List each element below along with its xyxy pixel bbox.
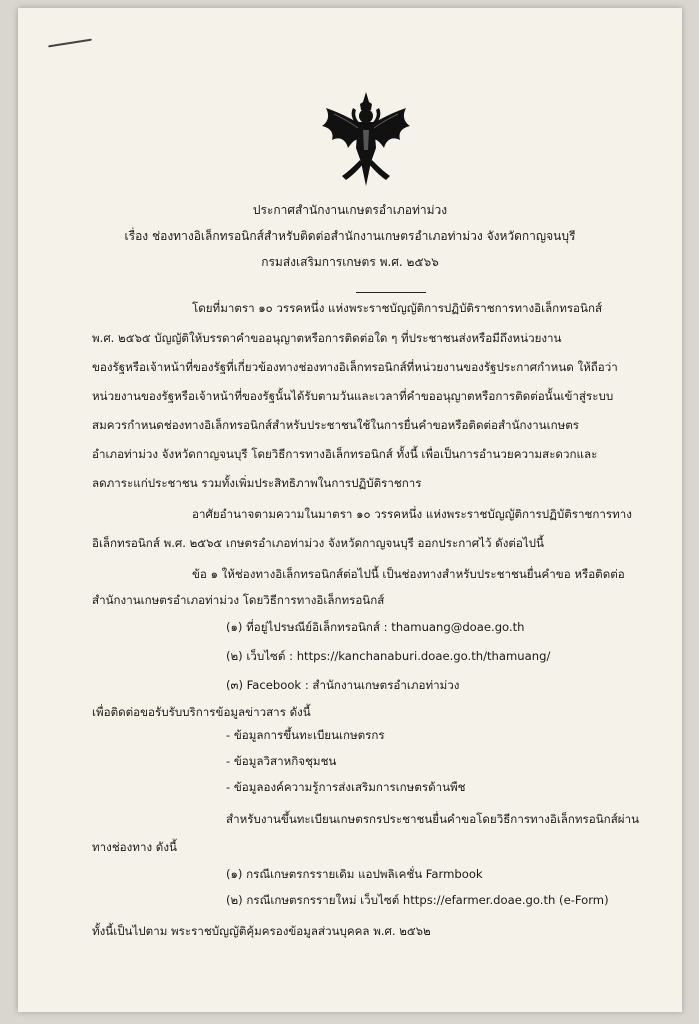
document-page (18, 8, 682, 1012)
para1-line: ของรัฐหรือเจ้าหน้าที่ของรัฐที่เกี่ยวข้องทางช่องทางอิเล็กทรอนิกส์ที่หน่วยงานของรัฐประกาศกำหนด ให้ถือว่า (92, 360, 618, 374)
closing-statement: ทั้งนี้เป็นไปตาม พระราชบัญญัติคุ้มครองข้อมูลส่วนบุคคล พ.ศ. ๒๕๖๒ (92, 924, 431, 938)
channel-website: (๒) เว็บไซต์ : https://kanchanaburi.doae.go.th/thamuang/ (226, 649, 551, 663)
clause1-line: สำนักงานเกษตรอำเภอท่าม่วง โดยวิธีการทางอิเล็กทรอนิกส์ (92, 593, 385, 607)
service-item: - ข้อมูลวิสาหกิจชุมชน (226, 754, 337, 768)
para1-line: อำเภอท่าม่วง จังหวัดกาญจนบุรี โดยวิธีการทางอิเล็กทรอนิกส์ ทั้งนี้ เพื่อเป็นการอำนวยความสะดวกและ (92, 447, 598, 461)
service-item: - ข้อมูลการขึ้นทะเบียนเกษตรกร (226, 728, 385, 742)
services-intro: เพื่อติดต่อขอรับรับบริการข้อมูลข่าวสาร ดังนี้ (92, 705, 311, 719)
issuing-department: กรมส่งเสริมการเกษตร พ.ศ. ๒๕๖๖ (261, 255, 439, 269)
para1-line: พ.ศ. ๒๕๖๕ บัญญัติให้บรรดาคำขออนุญาตหรือการติดต่อใด ๆ ที่ประชาชนส่งหรือมีถึงหน่วยงาน (92, 331, 562, 345)
announcement-title: ประกาศสำนักงานเกษตรอำเภอท่าม่วง (252, 203, 448, 217)
divider (356, 292, 426, 293)
para1-line: สมควรกำหนดช่องทางอิเล็กทรอนิกส์สำหรับประชาชนใช้ในการยื่นคำขอหรือติดต่อสำนักงานเกษตร (92, 418, 579, 432)
registration-item: (๑) กรณีเกษตรกรรายเดิม แอปพลิเคชั่น Farmbook (226, 867, 483, 881)
registration-intro-line: ทางช่องทาง ดังนี้ (92, 840, 177, 854)
para1-line: ลดภาระแก่ประชาชน รวมทั้งเพิ่มประสิทธิภาพในการปฏิบัติราชการ (92, 476, 422, 490)
clause1-line: ข้อ ๑ ให้ช่องทางอิเล็กทรอนิกส์ต่อไปนี้ เป็นช่องทางสำหรับประชาชนยื่นคำขอ หรือติดต่อ (192, 567, 625, 581)
para2-line: อิเล็กทรอนิกส์ พ.ศ. ๒๕๖๕ เกษตรอำเภอท่าม่วง จังหวัดกาญจนบุรี ออกประกาศไว้ ดังต่อไปนี้ (92, 536, 544, 550)
registration-item: (๒) กรณีเกษตรกรรายใหม่ เว็บไซต์ https://efarmer.doae.go.th (e-Form) (226, 893, 609, 907)
announcement-subject: เรื่อง ช่องทางอิเล็กทรอนิกส์สำหรับติดต่อสำนักงานเกษตรอำเภอท่าม่วง จังหวัดกาญจนบุรี (124, 229, 576, 243)
service-item: - ข้อมูลองค์ความรู้การส่งเสริมการเกษตรด้านพืช (226, 780, 466, 794)
para2-line: อาศัยอำนาจตามความในมาตรา ๑๐ วรรคหนึ่ง แห่งพระราชบัญญัติการปฏิบัติราชการทาง (192, 507, 632, 521)
garuda-emblem-icon (316, 90, 416, 190)
channel-facebook: (๓) Facebook : สำนักงานเกษตรอำเภอท่าม่วง (226, 678, 460, 692)
registration-intro-line: สำหรับงานขึ้นทะเบียนเกษตรกรประชาชนยื่นคำขอโดยวิธีการทางอิเล็กทรอนิกส์ผ่าน (226, 812, 639, 826)
pen-mark (48, 39, 92, 48)
para1-line: หน่วยงานของรัฐหรือเจ้าหน้าที่ของรัฐนั้นได้รับตามวันและเวลาที่คำขออนุญาตหรือการติดต่อนั้นเข้าสู่ระบบ (92, 389, 614, 403)
para1-line: โดยที่มาตรา ๑๐ วรรคหนึ่ง แห่งพระราชบัญญัติการปฏิบัติราชการทางอิเล็กทรอนิกส์ (192, 301, 603, 315)
channel-email: (๑) ที่อยู่ไปรษณีย์อิเล็กทรอนิกส์ : thamuang@doae.go.th (226, 620, 525, 634)
